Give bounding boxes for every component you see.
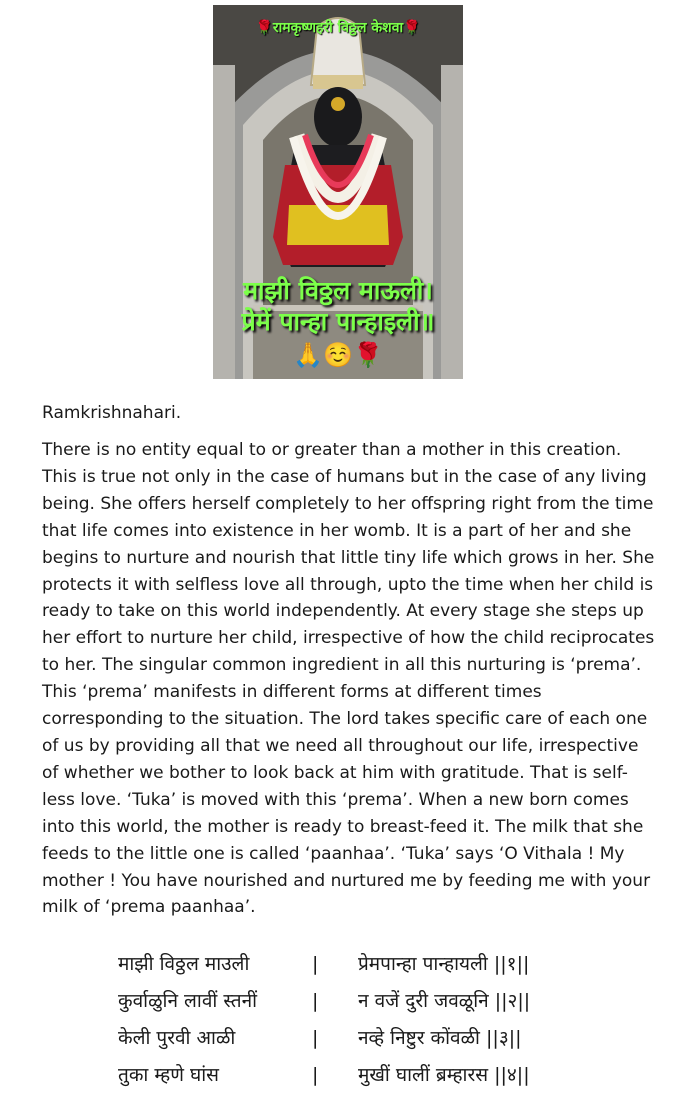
- verse-first-half: कुर्वाळुनि लावीं स्तनीं: [118, 990, 258, 1012]
- verse-separator: |: [312, 1027, 319, 1049]
- image-caption-line-2: प्रेमें पान्हा पान्हाइली॥: [241, 307, 435, 336]
- verse-row: [118, 1062, 578, 1099]
- verse-row: [118, 951, 578, 988]
- verse-second-half: प्रेमपान्हा पान्हायली ||१||: [358, 953, 530, 975]
- verse-second-half: न वजें दुरी जवळूनि ||२||: [358, 990, 531, 1012]
- verse-first-half: माझी विठ्ठल माउली: [118, 953, 250, 975]
- verse-separator: |: [312, 953, 319, 975]
- verse-first-half: तुका म्हणे घांस: [118, 1064, 219, 1086]
- verse-row: [118, 1025, 578, 1062]
- verse-first-half: केली पुरवी आळी: [118, 1027, 236, 1049]
- image-emoji: 🙏☺️🌹: [293, 341, 383, 369]
- verse-second-half: मुखीं घालीं ब्रम्हारस ||४||: [358, 1064, 530, 1086]
- salutation: Ramkrishnahari.: [42, 403, 182, 423]
- image-caption-line-1: माझी विठ्ठल माऊली।: [243, 276, 433, 305]
- verse-separator: |: [312, 990, 319, 1012]
- abhang-verses: [118, 951, 578, 1099]
- vithoba-image: [213, 5, 463, 379]
- body-paragraph: There is no entity equal to or greater than a mother in this creation. This is true not only in the case of humans but in the case of any living being. She offers herself completely to her offspring right from the time that life comes into existence in her womb. It is a part of her and she begins to nurture and nourish that little tiny life which grows in her. She protects it with selfless love all through, upto the time when her child is ready to take on this world independently. At every stage she steps up her effort to nurture her child, irrespective of how the child reciprocates to her. The singular common ingredient in all this nurturing is ‘prema’. This ‘prema’ manifests in different forms at different times corresponding to the situation. The lord takes specific care of each one of us by providing all that we need all throughout our life, irrespective of whether we bother to look back at him with gratitude. That is self-less love. ‘Tuka’ is moved with this ‘prema’. When a new born comes into this world, the mother is ready to breast-feed it. The milk that she feeds to the little one is called ‘paanhaa’. ‘Tuka’ says ‘O Vithala ! My mother ! You have nourished and nurtured me by feeding me with your milk of ‘prema paanhaa’.: [42, 440, 655, 918]
- image-caption-verse: [213, 275, 463, 337]
- verse-second-half: नव्हे निष्टुर कोंवळी ||३||: [358, 1027, 522, 1049]
- verse-row: [118, 988, 578, 1025]
- image-caption-top: 🌹रामकृष्णहरी विठ्ठल केशवा🌹: [255, 20, 421, 36]
- verse-separator: |: [312, 1064, 319, 1086]
